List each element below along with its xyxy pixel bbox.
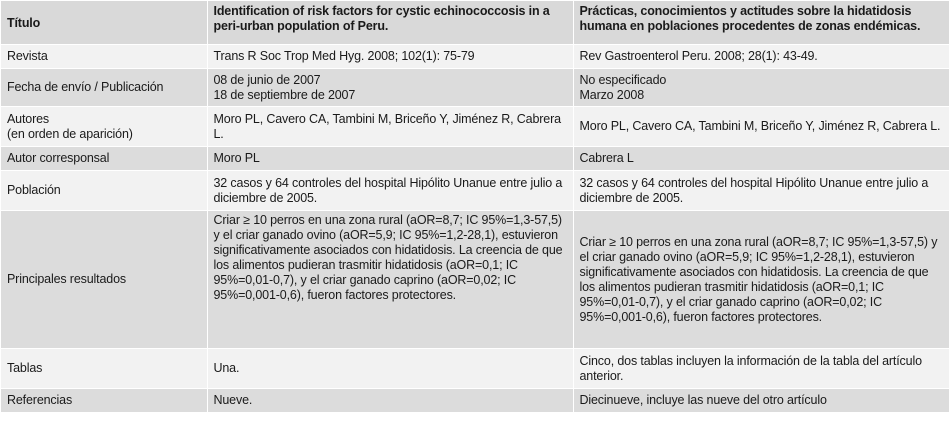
fechas-article-2	[573, 69, 949, 107]
resultados-article-2: Criar ≥ 10 perros en una zona rural (aOR=8,7; IC 95%=1,3-57,5) y el criar ganado ovino (aOR=5,9; IC 95%=1,2-28,1), estuvieron significativamente asociados con hidatidosis. La creencia de que los alimentos pudieran trasmitir hidatidosis (aOR=0,1; IC 95%=0,01-0,7), y el criar ganado caprino (aOR=0,02; IC 95%=0,001-0,6), fueron factores protectores.	[573, 211, 949, 349]
tablas-article-2: Cinco, dos tablas incluyen la información de la tabla del artículo anterior.	[573, 349, 949, 389]
table-row-revista	[1, 45, 949, 69]
revista-article-1: Trans R Soc Trop Med Hyg. 2008; 102(1): 75-79	[207, 45, 573, 69]
table-row-autores	[1, 107, 949, 147]
poblacion-article-2: 32 casos y 64 controles del hospital Hipólito Unanue entre julio a diciembre de 2005.	[573, 171, 949, 211]
fechas-article-2-envio: No especificado	[579, 72, 667, 87]
row-label-revista: Revista	[1, 45, 207, 69]
autor-corresponsal-article-2: Cabrera L	[573, 147, 949, 171]
referencias-article-1: Nueve.	[207, 389, 573, 413]
header-label-cell: Título	[1, 1, 207, 45]
fechas-article-1-envio: 08 de junio de 2007	[213, 72, 321, 87]
comparison-table	[1, 0, 949, 413]
row-label-referencias: Referencias	[1, 389, 207, 413]
row-label-autor-corresponsal: Autor corresponsal	[1, 147, 207, 171]
revista-article-2: Rev Gastroenterol Peru. 2008; 28(1): 43-49.	[573, 45, 949, 69]
autores-article-1: Moro PL, Cavero CA, Tambini M, Briceño Y, Jiménez R, Cabrera L.	[207, 107, 573, 147]
row-label-tablas: Tablas	[1, 349, 207, 389]
fechas-article-1	[207, 69, 573, 107]
autor-corresponsal-article-1: Moro PL	[207, 147, 573, 171]
row-label-poblacion: Población	[1, 171, 207, 211]
table-row-poblacion	[1, 171, 949, 211]
fechas-article-2-publicacion: Marzo 2008	[579, 87, 645, 102]
resultados-article-1: Criar ≥ 10 perros en una zona rural (aOR=8,7; IC 95%=1,3-57,5) y el criar ganado ovino (aOR=5,9; IC 95%=1,2-28,1), estuvieron significativamente asociados con hidatidosis. La creencia de que los alimentos pudieran trasmitir hidatidosis (aOR=0,1; IC 95%=0,01-0,7), y el criar ganado caprino (aOR=0,02; IC 95%=0,001-0,6), fueron factores protectores.	[207, 211, 573, 349]
table-row-autor-corresponsal	[1, 147, 949, 171]
article-1-title: Identification of risk factors for cystic echinococcosis in a peri-urban population of Peru.	[207, 1, 573, 45]
table-row-fechas	[1, 69, 949, 107]
article-2-title: Prácticas, conocimientos y actitudes sobre la hidatidosis humana en poblaciones procedentes de zonas endémicas.	[573, 1, 949, 45]
table-row-referencias	[1, 389, 949, 413]
row-label-autores	[1, 107, 207, 147]
table-header-row	[1, 1, 949, 45]
poblacion-article-1: 32 casos y 64 controles del hospital Hipólito Unanue entre julio a diciembre de 2005.	[207, 171, 573, 211]
row-label-fechas: Fecha de envío / Publicación	[1, 69, 207, 107]
row-label-autores-main: Autores	[7, 111, 50, 126]
referencias-article-2: Diecinueve, incluye las nueve del otro artículo	[573, 389, 949, 413]
autores-article-2: Moro PL, Cavero CA, Tambini M, Briceño Y, Jiménez R, Cabrera L.	[573, 107, 949, 147]
row-label-autores-note: (en orden de aparición)	[7, 126, 133, 141]
fechas-article-1-publicacion: 18 de septiembre de 2007	[213, 87, 356, 102]
table-row-tablas	[1, 349, 949, 389]
tablas-article-1: Una.	[207, 349, 573, 389]
row-label-resultados: Principales resultados	[1, 211, 207, 349]
table-row-resultados	[1, 211, 949, 349]
